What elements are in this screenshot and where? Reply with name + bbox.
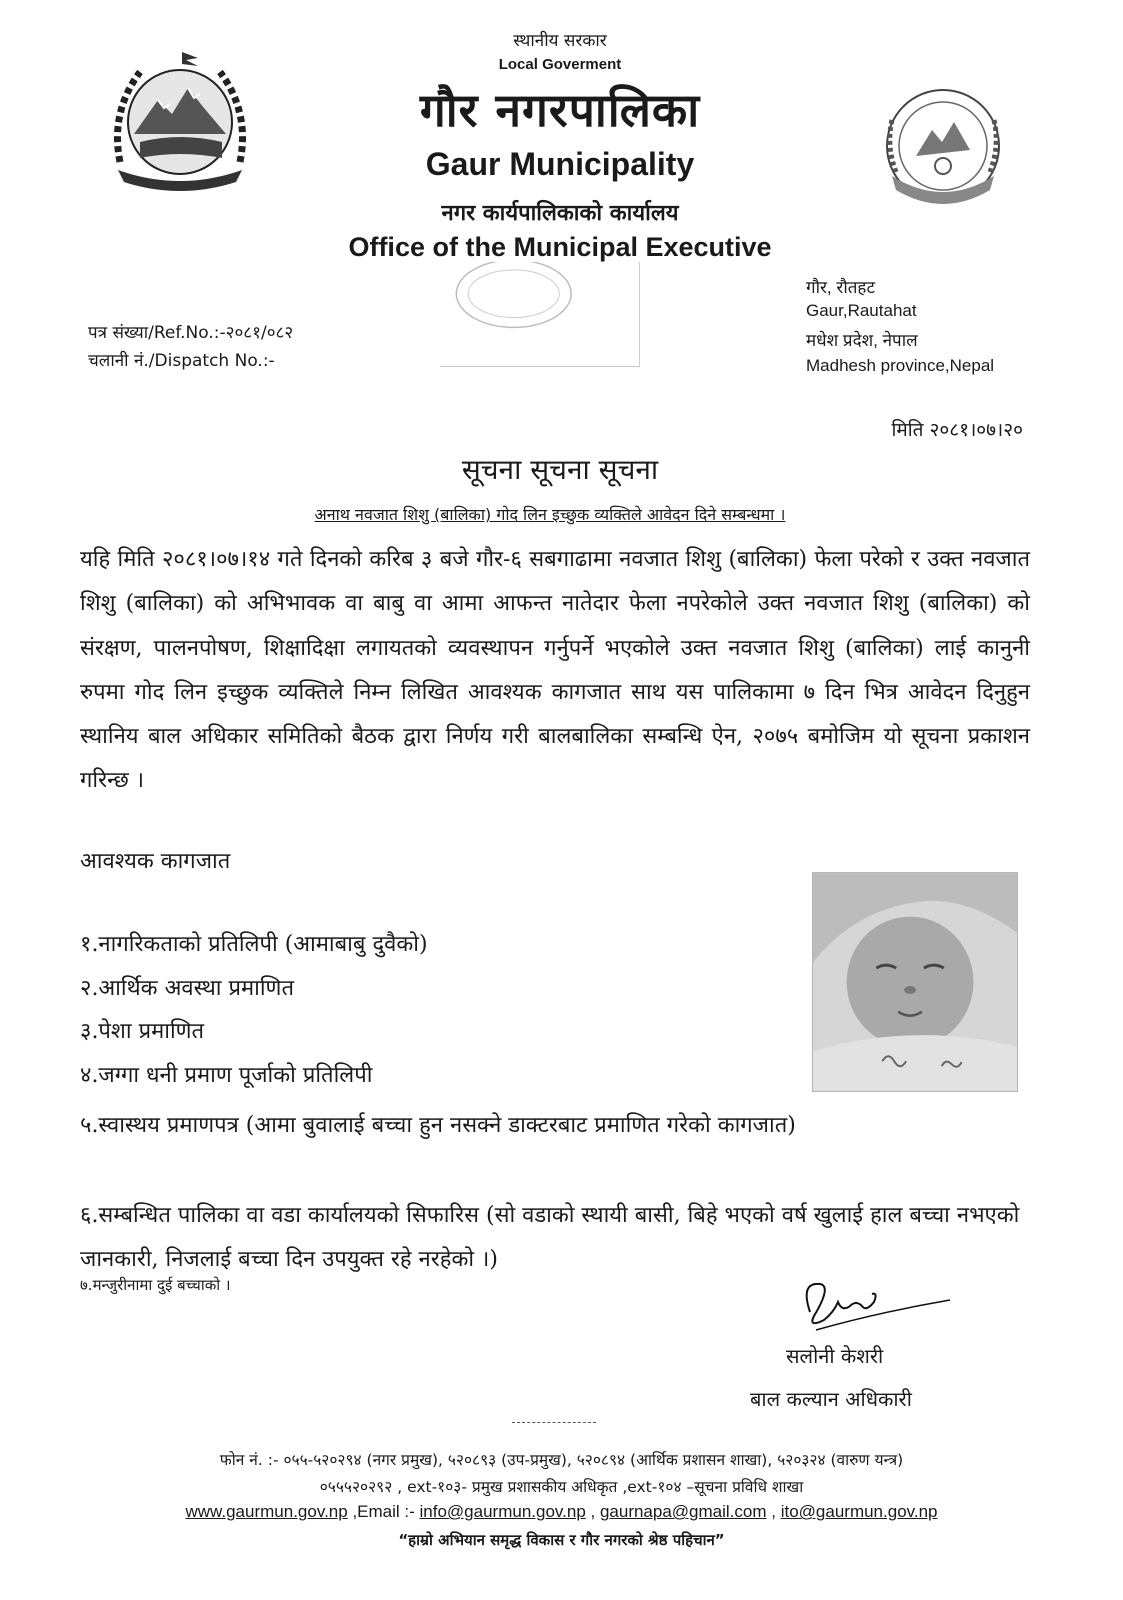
- nepal-emblem-icon: [100, 42, 260, 192]
- newborn-photo: [812, 872, 1018, 1092]
- local-government-np: स्थानीय सरकार: [513, 31, 607, 51]
- requirements-heading: आवश्यक कागजात: [80, 849, 231, 874]
- requirement-item: ५.स्वास्थय प्रमाणपत्र (आमा बुवालाई बच्चा हुन नसक्ने डाक्टरबाट प्रमाणित गरेको कागजात): [80, 1113, 796, 1138]
- reference-number: पत्र संख्या/Ref.No.:-२०८१/०८२: [88, 323, 294, 343]
- requirement-item: ६.सम्बन्धित पालिका वा वडा कार्यालयको सिफारिस (सो वडाको स्थायी बासी, बिहे भएको वर्ष खुलाई हाल बच्चा नभएको जानकारी, निजलाई बच्चा दिन उपयुक्त रहे नरहेको ।): [80, 1203, 1020, 1272]
- website-link[interactable]: www.gaurmun.gov.np: [185, 1502, 348, 1521]
- footer-phone-line-2: ०५५५२०२९२ , ext-१०३- प्रमुख प्रशासकीय अधिकृत ,ext-१०४ –सूचना प्रविधि शाखा: [319, 1478, 804, 1496]
- local-government-en: Local Goverment: [498, 56, 622, 73]
- signatory-name: सलोनी केशरी: [786, 1344, 884, 1368]
- notice-subject: अनाथ नवजात शिशु (बालिका) गोद लिन इच्छुक व्यक्तिले आवेदन दिने सम्बन्धमा ।: [314, 505, 786, 524]
- requirement-item: ४.जग्गा धनी प्रमाण पूर्जाको प्रतिलिपी: [80, 1063, 373, 1088]
- address-line-2: Gaur,Rautahat: [806, 301, 917, 320]
- municipality-title-np: गौर नगरपालिका: [419, 83, 701, 137]
- dispatch-number: चलानी नं./Dispatch No.:-: [88, 351, 275, 371]
- office-stamp-icon: [440, 262, 640, 367]
- email-link-gmail[interactable]: gaurnapa@gmail.com: [599, 1502, 767, 1521]
- municipality-seal-icon: [872, 80, 1014, 220]
- requirement-item: ३.पेशा प्रमाणित: [80, 1019, 205, 1044]
- document-date: मिति २०८१।०७।२०: [891, 419, 1023, 441]
- email-link-ito[interactable]: ito@gaurmun.gov.np: [780, 1502, 938, 1521]
- requirement-item: २.आर्थिक अवस्था प्रमाणित: [80, 976, 294, 1001]
- divider: [512, 1422, 596, 1423]
- email-link-info[interactable]: info@gaurmun.gov.np: [419, 1502, 586, 1521]
- address-line-4: Madhesh province,Nepal: [806, 356, 995, 375]
- signatory-role: बाल कल्यान अधिकारी: [750, 1387, 912, 1411]
- footer-slogan: “हाम्रो अभियान समृद्ध विकास र गौर नगरको श्रेष्ठ पहिचान”: [398, 1531, 725, 1549]
- address-line-3: मधेश प्रदेश, नेपाल: [806, 331, 918, 350]
- email-label: ,Email :-: [352, 1502, 415, 1521]
- address-line-1: गौर, रौतहट: [806, 278, 876, 297]
- notice-title: सूचना सूचना सूचना: [461, 453, 659, 486]
- requirement-item: १.नागरिकताको प्रतिलिपी (आमाबाबु दुवैको): [80, 932, 428, 957]
- signature-icon: [780, 1272, 960, 1342]
- footer-phone-line-1: फोन नं. :- ०५५-५२०२९४ (नगर प्रमुख), ५२०८९३ (उप-प्रमुख), ५२०८९४ (आर्थिक प्रशासन शाखा), ५२०३२४ (वारुण यन्त्र): [219, 1451, 904, 1469]
- office-title-np: नगर कार्यपालिकाको कार्यालय: [441, 201, 679, 226]
- requirement-item: ७.मन्जुरीनामा दुई बच्चाको ।: [80, 1276, 231, 1294]
- municipality-title-en: Gaur Municipality: [425, 146, 695, 182]
- footer-contact-line: www.gaurmun.gov.np ,Email :- info@gaurmun.gov.np , gaurnapa@gmail.com , ito@gaurmun.gov.np: [185, 1502, 938, 1521]
- office-title-en: Office of the Municipal Executive: [348, 232, 772, 262]
- notice-body: यहि मिति २०८१।०७।१४ गते दिनको करिब ३ बजे गौर-६ सबगाढामा नवजात शिशु (बालिका) फेला परेको र उक्त नवजात शिशु (बालिका) को अभिभावक वा बाबु वा आमा आफन्त नातेदार फेला नपरेकोले उक्त नवजात शिशु (बालिका) को संरक्षण, पालनपोषण, शिक्षादिक्षा लगायतको व्यवस्थापन गर्नुपर्ने भएकोले उक्त नवजात शिशु (बालिका) लाई कानुनी रुपमा गोद लिन इच्छुक व्यक्तिले निम्न लिखित आवश्यक कागजात साथ यस पालिकामा ७ दिन भित्र आवेदन दिनुहुन स्थानिय बाल अधिकार समितिको बैठक द्वारा निर्णय गरी बालबालिका सम्बन्धि ऐन, २०७५ बमोजिम यो सूचना प्रकाशन गरिन्छ ।: [80, 547, 1030, 794]
